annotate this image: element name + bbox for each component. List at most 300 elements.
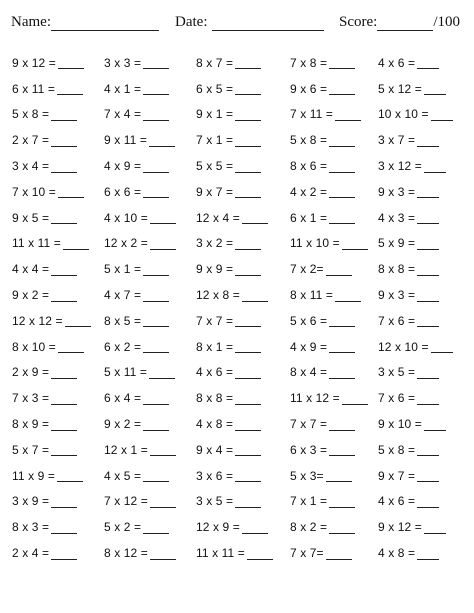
problem-item xyxy=(290,231,384,257)
answer-blank[interactable] xyxy=(149,134,175,147)
problem-item xyxy=(196,153,290,179)
problem-item xyxy=(12,308,106,334)
problem-text: 9 x 7 = xyxy=(378,468,416,483)
problem-text: 8 x 12 = xyxy=(104,546,148,561)
problem-text: 4 x 9 = xyxy=(104,159,142,174)
answer-blank[interactable] xyxy=(417,392,439,405)
answer-blank[interactable] xyxy=(424,160,446,173)
name-field xyxy=(11,11,159,31)
problem-text: 7 x 11 = xyxy=(290,107,333,122)
answer-blank[interactable] xyxy=(235,392,261,405)
problem-item xyxy=(104,50,198,76)
answer-blank[interactable] xyxy=(63,237,89,250)
problem-text: 8 x 1 = xyxy=(196,339,234,354)
problem-text: 9 x 3 = xyxy=(378,184,416,199)
answer-blank[interactable] xyxy=(143,82,169,95)
answer-blank[interactable] xyxy=(150,237,176,250)
problem-text: 9 x 12 = xyxy=(378,520,422,535)
problem-text: 4 x 3 = xyxy=(378,210,416,225)
problem-text: 11 x 11 = xyxy=(12,236,61,251)
problem-item xyxy=(290,205,384,231)
problem-column xyxy=(12,50,106,566)
problem-text: 8 x 8 = xyxy=(196,391,234,406)
answer-blank[interactable] xyxy=(235,418,261,431)
problem-text: 7 x 1 = xyxy=(290,494,328,509)
problem-item xyxy=(290,153,384,179)
answer-blank[interactable] xyxy=(242,521,268,534)
problem-item xyxy=(290,463,384,489)
problem-item xyxy=(290,540,384,566)
problem-item xyxy=(378,205,472,231)
problem-item xyxy=(290,76,384,102)
answer-blank[interactable] xyxy=(335,289,361,302)
answer-blank[interactable] xyxy=(51,495,77,508)
problem-item xyxy=(290,179,384,205)
problem-item xyxy=(104,437,198,463)
problem-text: 7 x 7 = xyxy=(196,313,234,328)
answer-blank[interactable] xyxy=(329,134,355,147)
problem-grid xyxy=(0,50,474,570)
problem-text: 6 x 3 = xyxy=(290,442,328,457)
answer-blank[interactable] xyxy=(51,443,77,456)
problem-text: 12 x 9 = xyxy=(196,520,240,535)
worksheet-header xyxy=(0,11,474,33)
problem-item xyxy=(196,463,290,489)
problem-text: 12 x 12 = xyxy=(12,313,63,328)
answer-blank[interactable] xyxy=(143,108,169,121)
problem-item xyxy=(104,308,198,334)
answer-blank[interactable] xyxy=(329,185,355,198)
answer-blank[interactable] xyxy=(329,418,355,431)
problem-text: 11 x 10 = xyxy=(290,236,340,251)
answer-blank[interactable] xyxy=(57,469,83,482)
answer-blank[interactable] xyxy=(431,340,453,353)
problem-text: 12 x 10 = xyxy=(378,339,429,354)
problem-text: 4 x 8 = xyxy=(196,417,234,432)
problem-item xyxy=(196,308,290,334)
answer-blank[interactable] xyxy=(58,56,84,69)
answer-blank[interactable] xyxy=(329,366,355,379)
problem-text: 2 x 4 = xyxy=(12,546,50,561)
answer-blank[interactable] xyxy=(235,340,261,353)
problem-text: 10 x 10 = xyxy=(378,107,429,122)
problem-text: 3 x 7 = xyxy=(378,133,416,148)
problem-item xyxy=(290,50,384,76)
answer-blank[interactable] xyxy=(342,392,368,405)
date-field xyxy=(175,11,324,31)
problem-text: 9 x 6 = xyxy=(290,81,328,96)
problem-item xyxy=(196,76,290,102)
problem-text: 4 x 6 = xyxy=(378,55,416,70)
answer-blank[interactable] xyxy=(143,340,169,353)
answer-blank[interactable] xyxy=(417,495,439,508)
problem-text: 4 x 10 = xyxy=(104,210,148,225)
problem-text: 6 x 1 = xyxy=(290,210,328,225)
answer-blank[interactable] xyxy=(51,134,77,147)
answer-blank[interactable] xyxy=(143,521,169,534)
answer-blank[interactable] xyxy=(143,289,169,302)
answer-blank[interactable] xyxy=(424,82,446,95)
problem-item xyxy=(104,102,198,128)
problem-text: 3 x 6 = xyxy=(196,468,234,483)
problem-text: 9 x 10 = xyxy=(378,417,422,432)
problem-text: 5 x 8 = xyxy=(12,107,50,122)
answer-blank[interactable] xyxy=(417,547,439,560)
answer-blank[interactable] xyxy=(65,314,91,327)
problem-text: 6 x 4 = xyxy=(104,391,142,406)
problem-text: 5 x 12 = xyxy=(378,81,422,96)
problem-text: 7 x 10 = xyxy=(12,184,56,199)
answer-blank[interactable] xyxy=(143,160,169,173)
problem-item xyxy=(104,205,198,231)
problem-text: 9 x 9 = xyxy=(196,262,234,277)
problem-item xyxy=(196,231,290,257)
problem-item xyxy=(104,127,198,153)
problem-text: 4 x 5 = xyxy=(104,468,142,483)
answer-blank[interactable] xyxy=(235,314,261,327)
problem-item xyxy=(196,334,290,360)
problem-item xyxy=(196,179,290,205)
answer-blank[interactable] xyxy=(150,211,176,224)
answer-blank[interactable] xyxy=(235,56,261,69)
answer-blank[interactable] xyxy=(326,547,352,560)
answer-blank[interactable] xyxy=(329,82,355,95)
answer-blank[interactable] xyxy=(51,418,77,431)
problem-item xyxy=(196,127,290,153)
answer-blank[interactable] xyxy=(143,418,169,431)
problem-item xyxy=(12,205,106,231)
problem-item xyxy=(104,463,198,489)
problem-item xyxy=(12,540,106,566)
problem-item xyxy=(12,179,106,205)
problem-text: 5 x 8 = xyxy=(290,133,328,148)
problem-item xyxy=(104,360,198,386)
answer-blank[interactable] xyxy=(143,314,169,327)
problem-item xyxy=(378,411,472,437)
problem-item xyxy=(290,308,384,334)
answer-blank[interactable] xyxy=(242,211,268,224)
answer-blank[interactable] xyxy=(143,56,169,69)
problem-item xyxy=(104,256,198,282)
date-label: Date: xyxy=(175,14,208,30)
problem-text: 8 x 4 = xyxy=(290,365,328,380)
problem-item xyxy=(378,437,472,463)
problem-item xyxy=(12,385,106,411)
answer-blank[interactable] xyxy=(51,108,77,121)
problem-text: 5 x 11 = xyxy=(104,365,147,380)
problem-text: 4 x 2 = xyxy=(290,184,328,199)
answer-blank[interactable] xyxy=(342,237,368,250)
problem-text: 7 x 1 = xyxy=(196,133,234,148)
score-field xyxy=(339,11,460,31)
problem-text: 9 x 3 = xyxy=(378,288,416,303)
problem-item xyxy=(378,153,472,179)
problem-text: 5 x 3= xyxy=(290,468,324,483)
problem-column xyxy=(104,50,198,566)
answer-blank[interactable] xyxy=(150,495,176,508)
problem-text: 8 x 8 = xyxy=(378,262,416,277)
problem-text: 12 x 2 = xyxy=(104,236,148,251)
problem-text: 5 x 8 = xyxy=(378,442,416,457)
problem-text: 4 x 7 = xyxy=(104,288,142,303)
problem-item xyxy=(378,385,472,411)
answer-blank[interactable] xyxy=(417,469,439,482)
score-total: /100 xyxy=(433,14,460,30)
problem-item xyxy=(12,127,106,153)
problem-text: 8 x 5 = xyxy=(104,313,142,328)
date-input-line[interactable] xyxy=(212,15,324,31)
problem-item xyxy=(290,411,384,437)
problem-text: 5 x 7 = xyxy=(12,442,50,457)
problem-item xyxy=(196,540,290,566)
problem-text: 7 x 7 = xyxy=(290,417,328,432)
problem-item xyxy=(104,231,198,257)
problem-item xyxy=(196,205,290,231)
answer-blank[interactable] xyxy=(329,211,355,224)
problem-item xyxy=(12,76,106,102)
problem-item xyxy=(290,489,384,515)
problem-item xyxy=(12,463,106,489)
problem-text: 3 x 9 = xyxy=(12,494,50,509)
answer-blank[interactable] xyxy=(235,134,261,147)
problem-text: 9 x 2 = xyxy=(12,288,50,303)
problem-item xyxy=(196,437,290,463)
answer-blank[interactable] xyxy=(150,547,176,560)
answer-blank[interactable] xyxy=(326,469,352,482)
problem-item xyxy=(196,50,290,76)
problem-item xyxy=(290,127,384,153)
answer-blank[interactable] xyxy=(235,366,261,379)
problem-text: 8 x 6 = xyxy=(290,159,328,174)
problem-item xyxy=(196,360,290,386)
problem-item xyxy=(12,231,106,257)
score-input-line[interactable] xyxy=(377,15,433,31)
problem-text: 9 x 2 = xyxy=(104,417,142,432)
answer-blank[interactable] xyxy=(417,366,439,379)
problem-item xyxy=(12,489,106,515)
answer-blank[interactable] xyxy=(143,392,169,405)
problem-item xyxy=(378,256,472,282)
answer-blank[interactable] xyxy=(417,237,439,250)
problem-text: 8 x 9 = xyxy=(12,417,50,432)
problem-text: 7 x 12 = xyxy=(104,494,148,509)
problem-item xyxy=(290,282,384,308)
problem-item xyxy=(378,102,472,128)
problem-item xyxy=(378,50,472,76)
problem-text: 4 x 6 = xyxy=(378,494,416,509)
answer-blank[interactable] xyxy=(417,134,439,147)
answer-blank[interactable] xyxy=(150,443,176,456)
problem-item xyxy=(104,179,198,205)
problem-text: 9 x 11 = xyxy=(104,133,147,148)
problem-item xyxy=(378,540,472,566)
name-input-line[interactable] xyxy=(51,15,159,31)
problem-text: 8 x 2 = xyxy=(290,520,328,535)
answer-blank[interactable] xyxy=(242,289,268,302)
problem-text: 7 x 2= xyxy=(290,262,324,277)
problem-text: 3 x 5 = xyxy=(196,494,234,509)
problem-item xyxy=(378,334,472,360)
answer-blank[interactable] xyxy=(424,418,446,431)
problem-text: 12 x 1 = xyxy=(104,442,148,457)
answer-blank[interactable] xyxy=(143,185,169,198)
problem-text: 3 x 12 = xyxy=(378,159,422,174)
answer-blank[interactable] xyxy=(329,443,355,456)
problem-text: 3 x 5 = xyxy=(378,365,416,380)
problem-item xyxy=(290,514,384,540)
problem-item xyxy=(12,153,106,179)
answer-blank[interactable] xyxy=(235,263,261,276)
answer-blank[interactable] xyxy=(329,160,355,173)
problem-text: 5 x 2 = xyxy=(104,520,142,535)
problem-item xyxy=(378,463,472,489)
answer-blank[interactable] xyxy=(235,108,261,121)
score-label: Score: xyxy=(339,14,378,30)
problem-text: 2 x 7 = xyxy=(12,133,50,148)
problem-item xyxy=(378,308,472,334)
problem-text: 2 x 9 = xyxy=(12,365,50,380)
problem-text: 12 x 8 = xyxy=(196,288,240,303)
answer-blank[interactable] xyxy=(51,547,77,560)
problem-item xyxy=(104,282,198,308)
problem-item xyxy=(12,514,106,540)
problem-column xyxy=(196,50,290,566)
problem-text: 11 x 9 = xyxy=(12,468,55,483)
answer-blank[interactable] xyxy=(51,366,77,379)
problem-text: 6 x 5 = xyxy=(196,81,234,96)
answer-blank[interactable] xyxy=(417,211,439,224)
problem-text: 7 x 3 = xyxy=(12,391,50,406)
answer-blank[interactable] xyxy=(329,521,355,534)
answer-blank[interactable] xyxy=(143,263,169,276)
answer-blank[interactable] xyxy=(235,160,261,173)
answer-blank[interactable] xyxy=(417,185,439,198)
problem-text: 11 x 12 = xyxy=(290,391,340,406)
answer-blank[interactable] xyxy=(235,443,261,456)
answer-blank[interactable] xyxy=(51,392,77,405)
problem-item xyxy=(104,153,198,179)
problem-text: 6 x 6 = xyxy=(104,184,142,199)
problem-text: 5 x 5 = xyxy=(196,159,234,174)
problem-text: 3 x 2 = xyxy=(196,236,234,251)
problem-item xyxy=(196,256,290,282)
problem-item xyxy=(378,231,472,257)
problem-item xyxy=(378,360,472,386)
problem-text: 4 x 1 = xyxy=(104,81,142,96)
answer-blank[interactable] xyxy=(417,56,439,69)
problem-item xyxy=(12,256,106,282)
problem-column xyxy=(378,50,472,566)
problem-item xyxy=(290,360,384,386)
answer-blank[interactable] xyxy=(424,521,446,534)
problem-text: 4 x 8 = xyxy=(378,546,416,561)
answer-blank[interactable] xyxy=(329,56,355,69)
answer-blank[interactable] xyxy=(51,263,77,276)
problem-text: 8 x 7 = xyxy=(196,55,234,70)
problem-text: 5 x 6 = xyxy=(290,313,328,328)
problem-item xyxy=(290,256,384,282)
problem-text: 3 x 4 = xyxy=(12,159,50,174)
answer-blank[interactable] xyxy=(149,366,175,379)
problem-text: 5 x 9 = xyxy=(378,236,416,251)
problem-text: 8 x 3 = xyxy=(12,520,50,535)
name-label: Name: xyxy=(11,14,51,30)
problem-item xyxy=(104,385,198,411)
problem-text: 8 x 11 = xyxy=(290,288,333,303)
problem-item xyxy=(196,282,290,308)
answer-blank[interactable] xyxy=(57,82,83,95)
answer-blank[interactable] xyxy=(329,495,355,508)
answer-blank[interactable] xyxy=(417,443,439,456)
answer-blank[interactable] xyxy=(431,108,453,121)
problem-item xyxy=(104,334,198,360)
answer-blank[interactable] xyxy=(51,160,77,173)
problem-item xyxy=(196,489,290,515)
answer-blank[interactable] xyxy=(235,237,261,250)
answer-blank[interactable] xyxy=(235,495,261,508)
answer-blank[interactable] xyxy=(329,340,355,353)
problem-item xyxy=(12,411,106,437)
answer-blank[interactable] xyxy=(329,314,355,327)
answer-blank[interactable] xyxy=(58,340,84,353)
problem-text: 8 x 10 = xyxy=(12,339,56,354)
problem-item xyxy=(196,411,290,437)
answer-blank[interactable] xyxy=(417,263,439,276)
answer-blank[interactable] xyxy=(335,108,361,121)
answer-blank[interactable] xyxy=(235,185,261,198)
problem-text: 6 x 11 = xyxy=(12,81,55,96)
answer-blank[interactable] xyxy=(143,469,169,482)
problem-text: 7 x 6 = xyxy=(378,313,416,328)
problem-item xyxy=(378,489,472,515)
problem-text: 7 x 4 = xyxy=(104,107,142,122)
answer-blank[interactable] xyxy=(235,82,261,95)
problem-item xyxy=(290,437,384,463)
problem-item xyxy=(196,514,290,540)
answer-blank[interactable] xyxy=(51,289,77,302)
problem-item xyxy=(290,102,384,128)
answer-blank[interactable] xyxy=(58,185,84,198)
problem-text: 5 x 1 = xyxy=(104,262,142,277)
problem-item xyxy=(378,127,472,153)
problem-text: 9 x 4 = xyxy=(196,442,234,457)
problem-item xyxy=(104,489,198,515)
answer-blank[interactable] xyxy=(51,521,77,534)
problem-item xyxy=(378,514,472,540)
problem-item xyxy=(12,282,106,308)
problem-text: 4 x 4 = xyxy=(12,262,50,277)
problem-item xyxy=(290,334,384,360)
answer-blank[interactable] xyxy=(247,547,273,560)
answer-blank[interactable] xyxy=(235,469,261,482)
answer-blank[interactable] xyxy=(417,289,439,302)
problem-item xyxy=(104,76,198,102)
problem-text: 12 x 4 = xyxy=(196,210,240,225)
problem-text: 9 x 1 = xyxy=(196,107,234,122)
problem-text: 7 x 6 = xyxy=(378,391,416,406)
problem-text: 4 x 6 = xyxy=(196,365,234,380)
problem-item xyxy=(104,540,198,566)
problem-item xyxy=(378,76,472,102)
problem-item xyxy=(12,50,106,76)
problem-item xyxy=(104,411,198,437)
answer-blank[interactable] xyxy=(51,211,77,224)
problem-text: 11 x 11 = xyxy=(196,546,245,561)
answer-blank[interactable] xyxy=(326,263,352,276)
answer-blank[interactable] xyxy=(417,314,439,327)
problem-item xyxy=(378,282,472,308)
problem-text: 4 x 9 = xyxy=(290,339,328,354)
